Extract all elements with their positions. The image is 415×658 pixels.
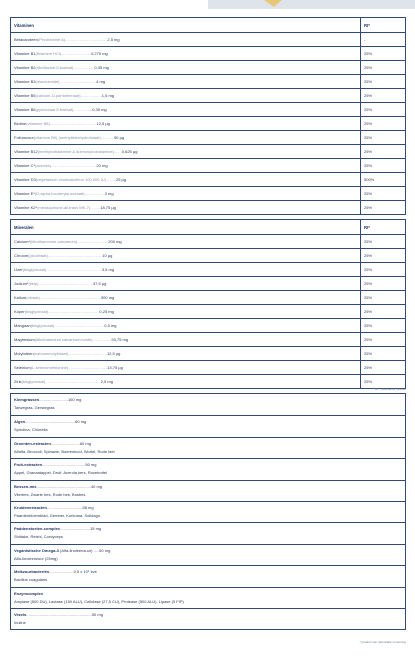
nutrient-name: Koper [14, 309, 25, 314]
group-amount: 60 mg [75, 419, 87, 425]
vitamins-header-label: Vitaminen [11, 18, 361, 32]
group-amount: 60 mg [79, 440, 91, 446]
nutrient-row [11, 74, 405, 88]
group-title: Veganistische Omega-3 [14, 547, 59, 553]
group-detail: Alfalfa, Broccoli, Spinazie, Boerenkool, Wortel, Rode biet [14, 448, 115, 454]
nutrient-amount: 50 µg [114, 135, 125, 140]
nutrient-row [11, 262, 405, 276]
nutrient-source: (vegetarisch cholecalciferol 100.000 IU) [35, 177, 106, 182]
nutrient-name: Magnesium [14, 337, 35, 342]
group-amount: 160 mg [68, 397, 82, 402]
dot-leader: ........................... [61, 51, 92, 56]
nutrient-row [11, 116, 405, 130]
nutrient-amount: 0,35 mg [92, 107, 107, 112]
nutrient-ri: 25% [364, 323, 373, 328]
nutrient-source: (lithothamnium calcareum/oxide) [34, 337, 93, 342]
nutrient-name: Kalium [14, 295, 27, 300]
group-title-line [14, 548, 402, 553]
nutrient-ri: 25% [364, 191, 373, 196]
group-amount: 50 mg [85, 462, 97, 468]
nutrient-name: Vitamine B1 [14, 51, 36, 56]
nutrient-source: (vitamine B8) [26, 121, 50, 126]
nutrient-cell [11, 263, 361, 276]
group-detail: Bacillus coagulans [14, 577, 48, 583]
nutrient-amount: 200 mg [108, 239, 122, 244]
nutrient-cell [11, 291, 361, 304]
nutrient-amount: 10 µg [102, 253, 113, 258]
ingredient-group [11, 501, 405, 522]
group-detail: Shiitake, Reishi, Cordyceps [14, 534, 63, 540]
ri-footnote: *RI = Referentie inname [373, 387, 406, 391]
nutrient-ri: 25% [364, 65, 373, 70]
nutrient-name: Selenium [14, 365, 31, 370]
group-title-line [14, 505, 402, 510]
group-title: Enzymcomplex [14, 590, 44, 596]
nutrient-cell [11, 319, 361, 332]
nutrient-ri: 25% [364, 295, 373, 300]
nutrient-ri: 25% [364, 93, 373, 98]
nutrient-source: (kelp) [28, 281, 39, 286]
nutrient-cell [11, 187, 361, 200]
dot-leader: ................... [80, 93, 102, 98]
nutrient-source: (L-selenomethionine) [30, 365, 69, 370]
dot-leader: ........................... [60, 526, 91, 532]
nutrient-source: (niacinamide) [35, 79, 60, 84]
dot-leader: ......................................... [50, 163, 97, 168]
nutrient-row [11, 60, 405, 74]
ingredient-group [11, 480, 405, 501]
nutrient-name: Vitamine C* [14, 163, 36, 168]
nutrient-name: Vitamine B5 [14, 93, 36, 98]
nutrient-amount: 2,5 mg [100, 379, 113, 384]
nutrient-cell [11, 33, 361, 46]
nutrient-ri: 500% [364, 177, 375, 182]
dot-leader: (Alfa-linoleenzuur) ..... [58, 547, 100, 553]
group-amount: 50 mg [99, 547, 111, 553]
group-title: Fruit-extracten [14, 462, 43, 468]
nutrient-source: (picolinaat) [28, 253, 48, 258]
nutrient-source: (citraat) [26, 295, 40, 300]
nutrient-name: Vitamine K2* [14, 205, 38, 210]
nutrient-ri: 25% [364, 149, 373, 154]
minerals-header-label: Mineralen [11, 220, 361, 234]
dot-leader: .......................... [50, 440, 80, 446]
ingredient-group [11, 522, 405, 543]
group-title-line [14, 484, 402, 489]
dot-leader: .................................................. [45, 379, 101, 384]
nutrient-source: (bisglycinaat) [22, 267, 47, 272]
nutrient-source: (riboflavine-5-fosfaat) [35, 65, 74, 70]
nutrient-ri: 25% [364, 107, 373, 112]
nutrient-amount: 37,5 µg [92, 281, 107, 286]
nutrient-amount: 3,5 mg [101, 267, 115, 272]
group-amount: 0,5 x 10⁹ kve [73, 569, 97, 575]
group-title-line [14, 397, 402, 402]
group-amount: 50 mg [91, 611, 103, 617]
dot-leader: ......... [90, 205, 101, 210]
nutrient-name: Molybdeen [14, 351, 34, 356]
dot-leader: .............................................. [48, 309, 100, 314]
nutrient-cell [11, 361, 361, 374]
nutrient-row [11, 88, 405, 102]
nutrient-source: (D-alpha tocoferylsuccinaat) [34, 191, 85, 196]
nutrient-amount: 3 mg [104, 191, 114, 196]
nutrient-row [11, 374, 405, 388]
nutrient-cell [11, 75, 361, 88]
nutrient-amount: 0,5 mg [104, 323, 117, 328]
nutrient-ri: 25% [364, 239, 373, 244]
nutrient-cell [11, 117, 361, 130]
minerals-table [10, 219, 406, 389]
group-amount: 15 mg [90, 526, 102, 532]
nutrient-row [11, 46, 405, 60]
nutrient-ri: 25% [364, 205, 373, 210]
group-title-line [14, 612, 402, 617]
nutrient-ri: - [364, 37, 366, 42]
nutrient-ri: 25% [364, 267, 373, 272]
dot-leader: ...................... [49, 569, 74, 575]
dot-leader: ....................................................... [39, 295, 101, 300]
nutrient-cell [11, 201, 361, 214]
group-title-line [14, 441, 402, 446]
group-detail: Appel, Granaatappel, Druif, Acerola kers, Rozebottel [14, 470, 107, 476]
nutrient-amount: 18,75 µg [100, 205, 116, 210]
dot-leader: .................. [84, 191, 105, 196]
group-title-line [14, 591, 402, 596]
nutrient-ri: 25% [364, 281, 373, 286]
nutrient-row [11, 234, 405, 248]
group-detail: Vlierbes, Zwarte bes, Rode bes, Bosbes [14, 491, 86, 497]
nutrient-amount: 0,625 µg [121, 149, 138, 154]
nutrient-name: Biotine [14, 121, 27, 126]
group-title: Kruidenextracten [14, 504, 47, 510]
group-detail: Inuline [14, 619, 26, 625]
nutrient-name: Jodium* [14, 281, 29, 286]
dot-leader: ................................................. [38, 281, 93, 286]
nutrient-name: Vitamine B2 [14, 65, 36, 70]
nutrient-name: Mangaan [14, 323, 31, 328]
nutrient-row [11, 318, 405, 332]
dot-leader: ................................... [68, 365, 108, 370]
group-detail: Paardenbloemblad, Gember, Kurkuma, Solidago [14, 512, 101, 518]
nutrient-source: (lithothamnium calcareum) [30, 239, 78, 244]
nutrient-amount: 300 mg [100, 295, 115, 300]
nutrient-cell [11, 131, 361, 144]
group-title: Paddenstoelen-complex [14, 526, 61, 532]
dot-leader: ........................................................... [26, 611, 92, 617]
nutrient-ri: 25% [364, 365, 373, 370]
nutrient-amount: 1,5 mg [101, 93, 114, 98]
dot-leader: ............................................. [54, 323, 105, 328]
nutrient-cell [11, 333, 361, 346]
nutrient-amount: 2,5 mg [107, 37, 120, 42]
nutrient-amount: 13,75 µg [107, 365, 123, 370]
dot-leader: .................................................. [46, 267, 102, 272]
nutrient-cell [11, 47, 361, 60]
nutrient-row [11, 276, 405, 290]
nutrient-ri: 25% [364, 163, 373, 168]
nutrient-ri: 25% [364, 121, 373, 126]
group-detail: Spirulina, Chlorella [14, 427, 48, 433]
ingredient-group [11, 394, 405, 415]
nutrient-ri: 25% [364, 337, 373, 342]
nutrient-source: (methylcobalamine & adenosylcobalamine) [37, 149, 114, 154]
nutrient-source: (bisglycinaat) [24, 309, 49, 314]
nutrient-name: Foliumzuur [14, 135, 34, 140]
nutrient-row [11, 172, 405, 186]
nutrient-row [11, 32, 405, 46]
ingredient-group [11, 565, 405, 586]
nutrient-amount: 12,5 µg [106, 351, 121, 356]
group-amount: 40 mg [90, 483, 103, 489]
nutrient-name: Zink [14, 379, 22, 384]
nutrient-row [11, 248, 405, 262]
banner-accent [264, 0, 282, 7]
group-title-line [14, 419, 402, 424]
nutrient-cell [11, 277, 361, 290]
nutrient-source: (acerola) [35, 163, 51, 168]
nutrient-cell [11, 235, 361, 248]
nutrient-ri: 25% [364, 253, 373, 258]
minerals-header-row [11, 220, 405, 234]
minerals-header-ri: RI* [364, 224, 370, 230]
ingredient-group [11, 587, 405, 608]
nutrient-cell [11, 173, 361, 186]
group-title: Kiemgrassen [14, 397, 40, 402]
dot-leader: ................... [73, 65, 95, 70]
nutrient-amount: 93,75 mg [111, 337, 129, 342]
group-title: Bessen-mix [14, 483, 37, 489]
nutrient-name: Vitamine B3 [14, 79, 36, 84]
nutrient-cell [11, 61, 361, 74]
nutrient-row [11, 200, 405, 214]
nutrient-row [11, 102, 405, 116]
dot-leader: ................. [92, 337, 112, 342]
nutrient-cell [11, 347, 361, 360]
dot-leader: ......... [105, 177, 116, 182]
dot-leader: ...................................... [65, 37, 108, 42]
nutrient-name: Vitamine D3 [14, 177, 36, 182]
ingredient-group [11, 544, 405, 565]
nutrient-name: Vitamine B12 [14, 149, 38, 154]
nutrient-row [11, 332, 405, 346]
nutrient-amount: 0,35 mg [94, 65, 109, 70]
nutrient-source: (bisglycinaat) [21, 379, 46, 384]
dot-leader: .......................... [39, 397, 69, 402]
nutrient-source: (bisglycinaat) [30, 323, 55, 328]
nutrient-ri: 25% [364, 351, 373, 356]
dot-leader: ................................... [68, 351, 107, 356]
nutrient-row [11, 290, 405, 304]
nutrient-cell [11, 249, 361, 262]
nutrient-name: IJzer [14, 267, 23, 272]
group-title: Algen [14, 419, 26, 425]
dot-leader: ....... [113, 149, 122, 154]
ingredient-group [11, 415, 405, 436]
group-title-line [14, 526, 402, 531]
group-title: Melkzuurbacteriën [14, 569, 50, 575]
nutrient-row [11, 346, 405, 360]
nutrient-cell [11, 305, 361, 318]
group-detail: Tarwegras, Gerstegras [14, 405, 55, 410]
ingredient-group [11, 458, 405, 479]
dot-leader: ....................................... [42, 462, 86, 468]
dot-leader: ............................ [77, 239, 109, 244]
nutrient-name: Bètacaroteen [14, 37, 38, 42]
ingredient-groups [10, 393, 406, 630]
dot-leader: ............ [100, 135, 115, 140]
nutrient-cell [11, 145, 361, 158]
vitamins-header-ri: RI* [364, 22, 370, 28]
nutrient-ri: 25% [364, 379, 373, 384]
group-detail: Amylase (500 DU), Lactase (150 ALU), Cellulase (27,5 CU), Protease (500 ALU), Lipase (5 FIP) [14, 598, 184, 604]
dot-leader: .......................................... [49, 121, 97, 126]
nutrient-ri: 25% [364, 51, 373, 56]
group-title: Vezels [14, 611, 27, 617]
nutrient-cell [11, 375, 361, 388]
nutrient-name: Calcium* [14, 239, 31, 244]
dot-leader: ............................................. [25, 419, 76, 425]
dot-leader: ................................ [46, 504, 83, 510]
nutrient-row [11, 186, 405, 200]
origin-footnote: * product van natuurlijke oorsprong [359, 640, 406, 644]
ingredient-group [11, 437, 405, 458]
nutrient-amount: 0,275 mg [91, 51, 108, 56]
nutrient-amount: 12,5 µg [96, 121, 110, 126]
nutrient-amount: 25 µg [116, 177, 127, 182]
group-title-line [14, 462, 402, 467]
dot-leader: ................................. [59, 79, 97, 84]
nutrient-row [11, 144, 405, 158]
nutrient-row [11, 360, 405, 374]
group-detail: Alfa-linoleenzuur (25mg) [14, 555, 58, 561]
nutrient-cell [11, 103, 361, 116]
nutrient-source: (thiamine HCl) [35, 51, 62, 56]
nutrient-source: (menaquinone-all-trans MK-7) [37, 205, 91, 210]
nutrient-amount: 4 mg [96, 79, 106, 84]
group-title: Groenten-extracten [14, 440, 51, 446]
group-amount: 58 mg [82, 504, 94, 510]
nutrient-source: (natriummolybdaat) [33, 351, 69, 356]
nutrient-amount: 0,25 mg [99, 309, 114, 314]
nutrient-ri: 25% [364, 309, 373, 314]
nutrient-row [11, 130, 405, 144]
nutrient-name: Vitamine B6 [14, 107, 36, 112]
nutrient-ri: 25% [364, 79, 373, 84]
dot-leader: ................................................. [36, 483, 91, 489]
vitamins-table [10, 17, 406, 215]
nutrient-source: (pyridoxaal-5-fosfaat) [35, 107, 74, 112]
nutrient-amount: 20 mg [96, 163, 108, 168]
nutrient-cell [11, 159, 361, 172]
nutrient-name: Vitamine E* [14, 191, 35, 196]
nutrient-source: (calcium-D-pantothenaat) [35, 93, 81, 98]
nutrient-row [11, 158, 405, 172]
ingredient-group [11, 608, 405, 629]
nutrient-source: (vitamine B9) (methyltetrahydrofolaat) [33, 135, 101, 140]
dot-leader: ................................................. [47, 253, 103, 258]
nutrient-ri: 25% [364, 135, 373, 140]
nutrient-row [11, 304, 405, 318]
group-title-line [14, 569, 402, 574]
nutrient-name: Chroom [14, 253, 29, 258]
nutrient-source: (Provitamine A) [37, 37, 66, 42]
nutrient-cell [11, 89, 361, 102]
vitamins-header-row [11, 18, 405, 32]
dot-leader: ................. [73, 107, 93, 112]
top-banner-image [208, 0, 415, 9]
